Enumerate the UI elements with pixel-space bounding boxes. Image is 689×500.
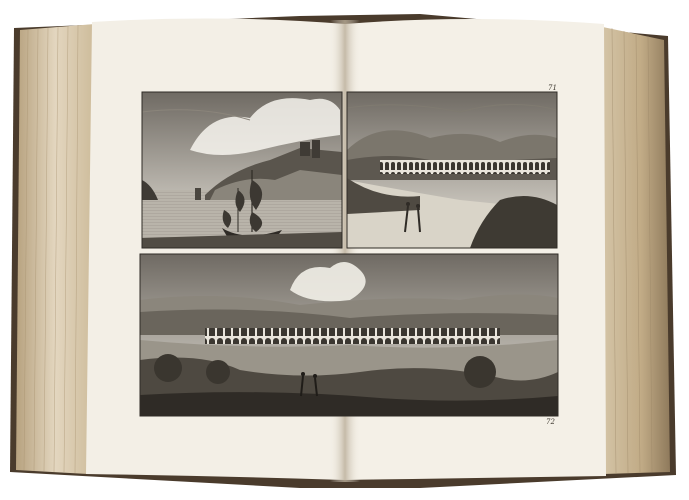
left-page-edges — [16, 24, 95, 474]
engraving-coastal-town — [142, 92, 342, 248]
engraving-aqueduct-panorama — [140, 254, 558, 416]
plate-number-bottom: 72 — [546, 418, 555, 426]
right-page-edges — [598, 26, 670, 474]
plate-number-top: 71 — [548, 84, 557, 92]
engraving-aqueduct-valley — [347, 92, 557, 248]
